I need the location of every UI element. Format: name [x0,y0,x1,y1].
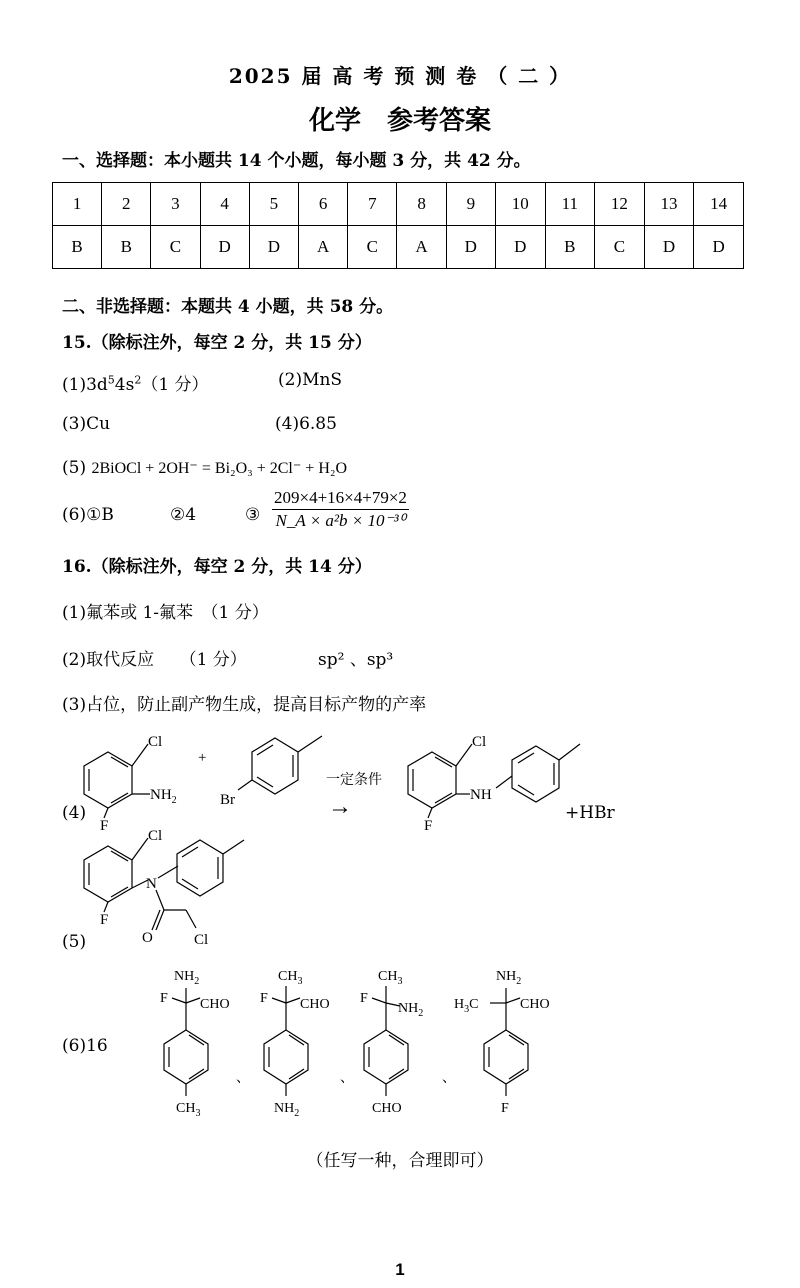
q15-answer-2: (2)MnS [278,370,343,390]
question-number-cell: 12 [595,183,645,226]
isomer-structures [140,958,600,1120]
separator-2: 、 [340,1071,354,1086]
atom-f-2: F [424,818,433,832]
question-number-cell: 6 [299,183,348,226]
separator-1: 、 [236,1071,250,1086]
question-number-cell: 1 [53,183,102,226]
q15-answer-6b: ②4 [170,505,197,525]
answer-cell: C [348,226,397,269]
separator-3: 、 [442,1071,456,1086]
iso3-ch3: $CH_3$ [378,969,403,987]
plus-sign: + [198,750,207,766]
structure-answer-5 [60,820,260,950]
question-number-cell: 7 [348,183,397,226]
q15-answer-5: (5) 2BiOCl + 2OH⁻ = Bi₂O₃ + 2Cl⁻ + H₂O [62,458,348,478]
iso4-cho: CHO [520,997,550,1012]
q16-answer-6-label: (6)16 [62,1036,108,1056]
answer-table-number-row [53,183,744,226]
atom-f-3: F [100,912,109,928]
question-number-cell: 14 [694,183,744,226]
atom-cl-4: Cl [194,932,209,948]
q15-density-formula: $\frac{209\times 4+16\times 4+79\times 2}{\text{N\_A × a²b × 10⁻³⁰}}$ [274,488,407,530]
iso4-f: F [501,1101,509,1116]
iso1-nh2: $NH_2$ [174,969,200,987]
answer-cell: D [249,226,298,269]
q16-answer-3: (3)占位，防止副产物生成，提高目标产物的产率 [62,695,427,715]
atom-nh2: $NH_2$ [150,787,177,806]
iso2-f: F [260,991,268,1006]
answer-table-answer-row [53,226,744,269]
iso2-ch3: $CH_3$ [278,969,303,987]
q16-answer-5-label: (5) [62,932,87,952]
iso3-f: F [360,991,368,1006]
question-number-cell: 11 [545,183,595,226]
iso3-nh2: $NH_2$ [398,1001,424,1019]
question-number-cell: 4 [200,183,249,226]
atom-nh: NH [470,787,492,803]
q16-answer-4-label: (4) [62,803,87,823]
iso2-cho: CHO [300,997,330,1012]
q15-answer-3: (3)Cu [62,414,111,434]
iso1-ch3: $CH_3$ [176,1101,201,1119]
question-number-cell: 3 [151,183,200,226]
q15-answer-4: (4)6.85 [275,414,337,434]
page-title: 化学 参考答案 [308,106,491,136]
atom-n: N [146,876,157,892]
section2-heading: 二、非选择题：本题共 4 小题，共 58 分。 [62,297,394,317]
q16-answer-1: (1)氟苯或 1-氟苯 （1 分） [62,603,269,623]
answer-cell: C [595,226,645,269]
iso1-cho: CHO [200,997,230,1012]
question-number-cell: 8 [397,183,446,226]
question-number-cell: 2 [102,183,151,226]
answer-cell: C [151,226,200,269]
q15-equation: 2BiOCl + 2OH⁻ = Bi₂O₃ + 2Cl⁻ + H₂O [91,460,348,477]
section1-heading: 一、选择题：本小题共 14 个小题，每小题 3 分，共 42 分。 [62,151,531,171]
page-number: 1 [395,1260,405,1279]
iso4-nh2: $NH_2$ [496,969,522,987]
question-number-cell: 10 [495,183,545,226]
question-number-cell: 5 [249,183,298,226]
answer-cell: D [495,226,545,269]
q16-answer-2a: (2)取代反应 （1 分） [62,650,247,670]
answer-cell: D [200,226,249,269]
atom-br: Br [220,792,235,808]
atom-cl-3: Cl [148,828,163,844]
answer-cell: A [299,226,348,269]
answer-cell: B [102,226,151,269]
question-number-cell: 9 [446,183,495,226]
answer-cell: D [446,226,495,269]
answer-cell: A [397,226,446,269]
atom-o: O [142,930,153,946]
q15-answer-6a: (6)①B [62,505,114,525]
iso3-cho: CHO [372,1101,402,1116]
iso1-f: F [160,991,168,1006]
reaction-condition: 一定条件 [326,773,382,788]
q16-heading: 16.（除标注外，每空 2 分，共 14 分） [62,557,372,577]
answer-table [52,182,744,269]
q15-answer-6c: ③ [245,505,261,525]
atom-cl-2: Cl [472,734,487,750]
answer-cell: D [644,226,694,269]
exam-title: 2025 届 高 考 预 测 卷 （ 二 ） [228,64,572,88]
iso4-h3c: $H_3C$ [454,997,479,1015]
byproduct-hbr: +HBr [565,803,615,823]
answer-cell: D [694,226,744,269]
atom-f-1: F [100,818,109,832]
question-number-cell: 13 [644,183,694,226]
reaction-arrow: → [328,794,352,820]
q15-heading: 15.（除标注外，每空 2 分，共 15 分） [62,333,372,353]
q16-answer-2b: sp² 、sp³ [318,650,394,670]
answer-cell: B [545,226,595,269]
atom-cl-1: Cl [148,734,163,750]
answer-cell: B [53,226,102,269]
iso2-nh2: $NH_2$ [274,1101,300,1119]
q16-answer-6-note: （任写一种，合理即可） [306,1151,494,1171]
q15-answer-1: $(1)3d^54s^2(1$ 分） [62,373,209,395]
